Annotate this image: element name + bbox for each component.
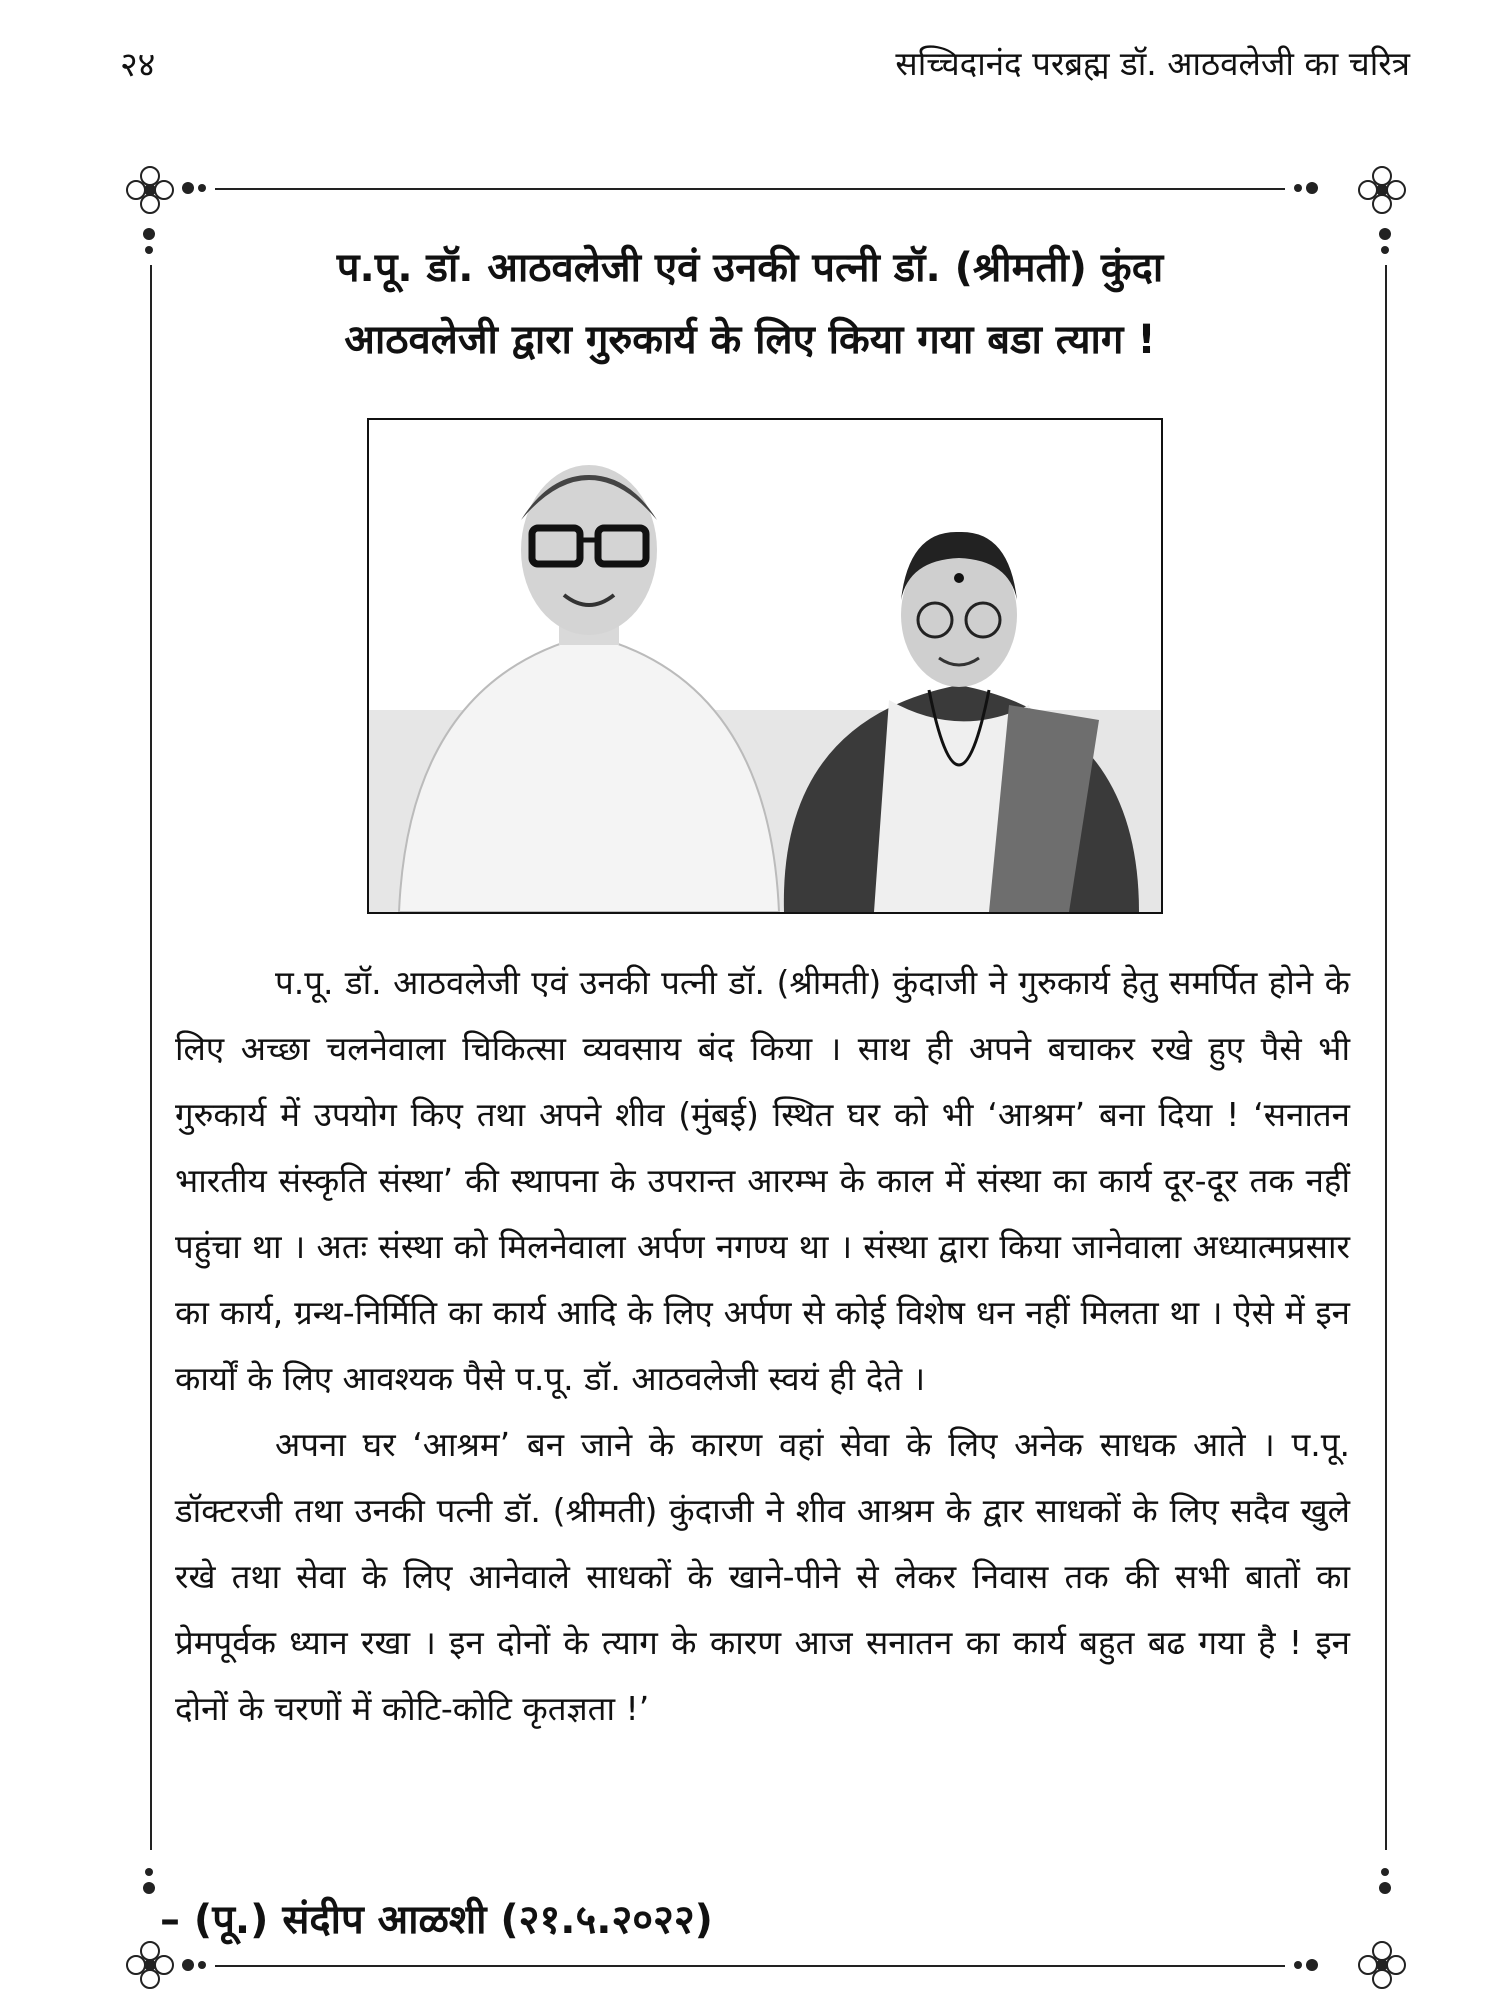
running-title: सच्चिदानंद परब्रह्म डॉ. आठवलेजी का चरित्र xyxy=(895,44,1410,83)
title-line-2: आठवलेजी द्वारा गुरुकार्य के लिए किया गया बडा त्याग ! xyxy=(344,317,1156,363)
paragraph: प.पू. डॉ. आठवलेजी एवं उनकी पत्नी डॉ. (श्रीमती) कुंदाजी ने गुरुकार्य हेतु समर्पित होने के लिए अच्छा चलनेवाला चिकित्सा व्यवसाय बंद किया । साथ ही अपने बचाकर रखे हुए पैसे भी गुरुकार्य में उपयोग किए तथा अपने शीव (मुंबई) स्थित घर को भी ‘आश्रम’ बना दिया ! ‘सनातन भारतीय संस्कृति संस्था’ की स्थापना के उपरान्त आरम्भ के काल में संस्था का कार्य दूर-दूर तक नहीं पहुंचा था । अतः संस्था को मिलनेवाला अर्पण नगण्य था । संस्था द्वारा किया जानेवाला अध्यात्मप्रसार का कार्य, ग्रन्थ-निर्मिति का कार्य आदि के लिए अर्पण से कोई विशेष धन नहीं मिलता था । ऐसे में इन कार्यों के लिए आवश्यक पैसे प.पू. डॉ. आठवलेजी स्वयं ही देते । xyxy=(175,963,1350,1398)
page-header xyxy=(100,40,1410,100)
page-number: २४ xyxy=(120,45,156,85)
author-signature: – (पू.) संदीप आळशी (२१.५.२०२२) xyxy=(160,1897,713,1943)
flower-ornament-icon xyxy=(1352,1935,1412,1995)
title-line-1: प.पू. डॉ. आठवलेजी एवं उनकी पत्नी डॉ. (श्रीमती) कुंदा xyxy=(336,245,1164,291)
paragraph: अपना घर ‘आश्रम’ बन जाने के कारण वहां सेवा के लिए अनेक साधक आते । प.पू. डॉक्टरजी तथा उनकी पत्नी डॉ. (श्रीमती) कुंदाजी ने शीव आश्रम के द्वार साधकों के लिए सदैव खुले रखे तथा सेवा के लिए आनेवाले साधकों के खाने-पीने से लेकर निवास तक की सभी बातों का प्रेमपूर्वक ध्यान रखा । इन दोनों के त्याग के कारण आज सनातन का कार्य बहुत बढ गया है ! इन दोनों के चरणों में कोटि-कोटि कृतज्ञता !’ xyxy=(175,1425,1350,1728)
flower-ornament-icon xyxy=(1352,160,1412,220)
couple-photo xyxy=(367,418,1163,914)
couple-photo-illustration xyxy=(369,420,1161,912)
article-title xyxy=(200,232,1300,376)
flower-ornament-icon xyxy=(120,160,180,220)
article-body xyxy=(175,950,1350,1742)
